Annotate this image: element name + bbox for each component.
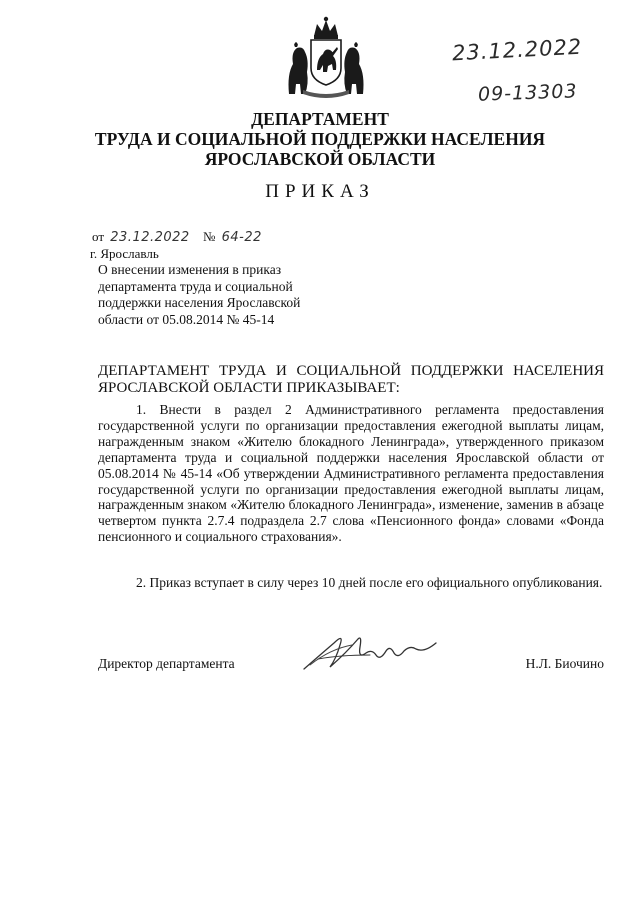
signatory-title: Директор департамента xyxy=(98,656,235,671)
order-date-line xyxy=(92,229,272,245)
subject-line: О внесении изменения в приказ xyxy=(98,262,282,277)
subject-line: области от 05.08.2014 № 45-14 xyxy=(98,311,275,327)
department-name xyxy=(0,109,640,169)
date-prefix: от xyxy=(92,229,105,244)
department-line: ДЕПАРТАМЕНТ xyxy=(251,109,389,129)
subject-line: департамента труда и социальной xyxy=(98,278,293,294)
department-line: ТРУДА И СОЦИАЛЬНОЙ ПОДДЕРЖКИ НАСЕЛЕНИЯ xyxy=(94,129,546,149)
handwritten-signature xyxy=(300,625,440,675)
number-prefix: № xyxy=(202,229,216,244)
order-preamble: ДЕПАРТАМЕНТ ТРУДА И СОЦИАЛЬНОЙ ПОДДЕРЖКИ НАСЕЛЕНИЯ ЯРОСЛАВСКОЙ ОБЛАСТИ ПРИКАЗЫВАЕТ: xyxy=(98,363,604,396)
document-type-title: ПРИКАЗ xyxy=(265,181,375,202)
order-date: 23.12.2022 xyxy=(110,230,190,245)
received-date-stamp: 23.12.2022 xyxy=(451,34,583,66)
department-line: ЯРОСЛАВСКОЙ ОБЛАСТИ xyxy=(204,149,436,169)
signatory-name: Н.Л. Биочино xyxy=(525,656,604,671)
subject-line: поддержки населения Ярославской xyxy=(98,295,301,310)
registration-number-stamp: 09-13303 xyxy=(477,80,578,106)
order-paragraph-1: 1. Внести в раздел 2 Административного регламента предоставления государственной услуги по организации предоставления ежегодной выплаты лицам, награжденным знаком «Жителю блокадного Ленинграда», утвержденного приказом департамента труда и социальной поддержки населения Ярославской области от 05.08.2014 № 45-14 «Об утверждении Административного регламента предоставления государственной услуги по организации предоставления ежегодной выплаты лицам, награжденным знаком «Жителю блокадного Ленинграда», изменение, заменив в абзаце четвертом пункта 2.7.4 подраздела 2.7 слова «Пенсионного фонда» словами «Фонда пенсионного и социального страхования». xyxy=(98,402,604,545)
coat-of-arms-icon xyxy=(281,14,371,100)
order-number: 64-22 xyxy=(221,230,262,245)
city: г. Ярославль xyxy=(90,246,159,261)
order-subject xyxy=(98,262,300,328)
order-paragraph-2: 2. Приказ вступает в силу через 10 дней после его официального опубликования. xyxy=(136,575,603,590)
